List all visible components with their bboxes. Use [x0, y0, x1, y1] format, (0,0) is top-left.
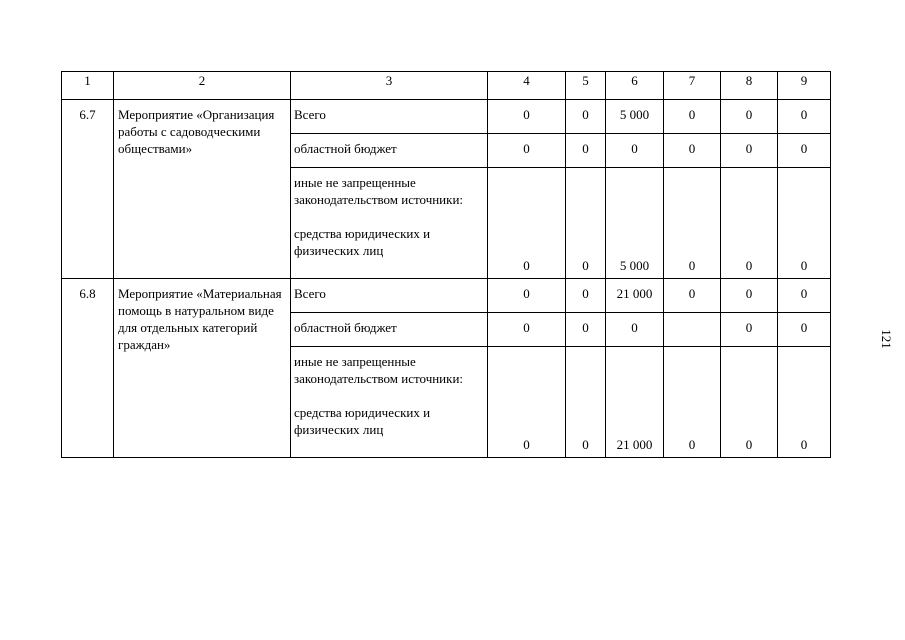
header-cell: 6	[606, 72, 664, 100]
event-name: Мероприятие «Организация работы с садоводческими обществами»	[114, 100, 291, 279]
value-cell: 0	[721, 279, 778, 313]
event-name: Мероприятие «Материальная помощь в натуральном виде для отдельных категорий граждан»	[114, 279, 291, 458]
value-cell: 0	[778, 313, 831, 347]
source-label: Всего	[291, 279, 488, 313]
value-cell: 0	[566, 100, 606, 134]
header-cell: 3	[291, 72, 488, 100]
header-cell: 5	[566, 72, 606, 100]
header-cell: 7	[664, 72, 721, 100]
value-cell: 0	[778, 168, 831, 279]
value-cell	[664, 313, 721, 347]
value-cell: 0	[488, 313, 566, 347]
value-cell: 0	[566, 168, 606, 279]
value-cell: 0	[778, 134, 831, 168]
value-cell: 0	[606, 134, 664, 168]
value-cell: 0	[488, 100, 566, 134]
header-cell: 2	[114, 72, 291, 100]
source-other	[291, 168, 488, 279]
value-cell: 21 000	[606, 347, 664, 458]
header-cell: 4	[488, 72, 566, 100]
source-label: областной бюджет	[291, 134, 488, 168]
value-cell: 0	[778, 279, 831, 313]
source-label: Всего	[291, 100, 488, 134]
header-cell: 9	[778, 72, 831, 100]
value-cell: 0	[778, 100, 831, 134]
source-other-label: иные не запрещенные законодательством источники:	[294, 175, 464, 207]
value-cell: 0	[566, 313, 606, 347]
value-cell: 0	[664, 134, 721, 168]
value-cell: 0	[488, 279, 566, 313]
value-cell: 0	[488, 347, 566, 458]
value-cell: 0	[721, 168, 778, 279]
value-cell: 0	[664, 279, 721, 313]
value-cell: 0	[721, 347, 778, 458]
value-cell: 0	[721, 134, 778, 168]
table-row	[62, 279, 831, 313]
header-cell: 1	[62, 72, 114, 100]
value-cell: 0	[721, 100, 778, 134]
source-other-sub: средства юридических и физических лиц	[294, 405, 431, 437]
value-cell: 0	[664, 168, 721, 279]
value-cell: 0	[606, 313, 664, 347]
page-number: 121	[879, 329, 894, 349]
value-cell: 0	[488, 168, 566, 279]
value-cell: 21 000	[606, 279, 664, 313]
value-cell: 0	[778, 347, 831, 458]
table-row	[62, 100, 831, 134]
value-cell: 0	[664, 347, 721, 458]
value-cell: 0	[664, 100, 721, 134]
value-cell: 0	[566, 134, 606, 168]
table-header-row	[62, 72, 831, 100]
source-other-sub: средства юридических и физических лиц	[294, 226, 431, 258]
source-other-label: иные не запрещенные законодательством источники:	[294, 354, 464, 386]
value-cell: 0	[488, 134, 566, 168]
value-cell: 0	[566, 347, 606, 458]
value-cell: 5 000	[606, 100, 664, 134]
header-cell: 8	[721, 72, 778, 100]
value-cell: 0	[721, 313, 778, 347]
value-cell: 5 000	[606, 168, 664, 279]
budget-table	[61, 71, 831, 458]
value-cell: 0	[566, 279, 606, 313]
source-other	[291, 347, 488, 458]
item-code: 6.8	[62, 279, 114, 458]
source-label: областной бюджет	[291, 313, 488, 347]
item-code: 6.7	[62, 100, 114, 279]
